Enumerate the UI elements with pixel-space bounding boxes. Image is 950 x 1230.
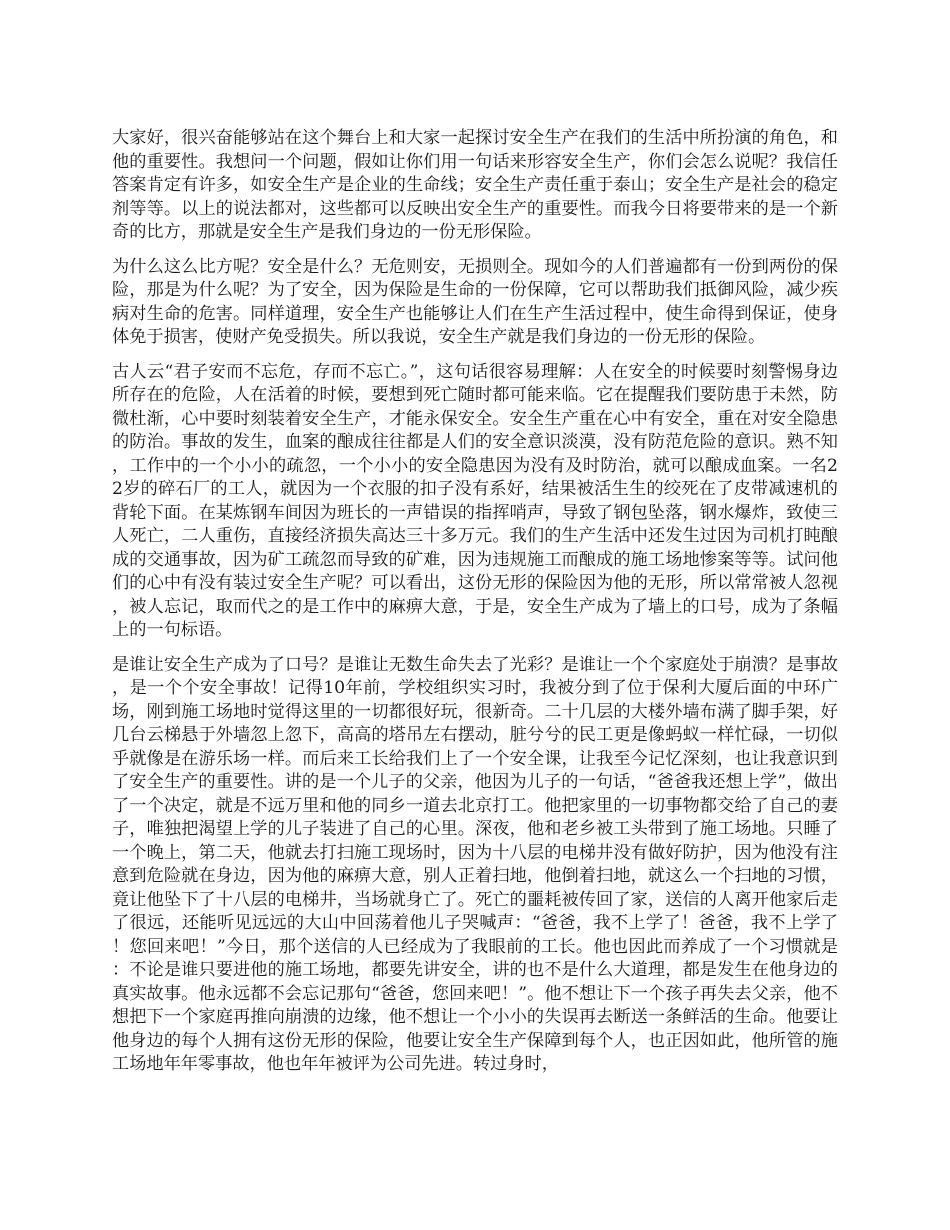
paragraph-story: 是谁让安全生产成为了口号？是谁让无数生命失去了光彩？是谁让一个个家庭处于崩溃？是事故，是一个个安全事故！记得10年前，学校组织实习时，我被分到了位于保利大厦后面的中环广场，刚到施工场地时觉得这里的一切都很好玩，很新奇。二十几层的大楼外墙布满了脚手架，好几台云梯悬于外墙忽上忽下，高高的塔吊左右摆动，脏兮兮的民工更是像蚂蚁一样忙碌，一切似乎就像是在游乐场一样。而后来工长给我们上了一个安全课，让我至今记忆深刻，也让我意识到了安全生产的重要性。讲的是一个儿子的父亲，他因为儿子的一句话，“爸爸我还想上学”，做出了一个决定，就是不远万里和他的同乡一道去北京打工。他把家里的一切事物都交给了自己的妻子，唯独把渴望上学的儿子装进了自己的心里。深夜，他和老乡被工头带到了施工场地。只睡了一个晚上，第二天，他就去打扫施工现场时，因为十八层的电梯井没有做好防护，因为他没有注意到危险就在身边，因为他的麻痹大意，别人正着扫地，他倒着扫地，就这么一个扫地的习惯，竟让他坠下了十八层的电梯井，当场就身亡了。死亡的噩耗被传回了家，送信的人离开他家后走了很远，还能听见远远的大山中回荡着他儿子哭喊声：“爸爸，我不上学了！爸爸，我不上学了！您回来吧！”今日，那个送信的人已经成为了我眼前的工长。他也因此而养成了一个习惯就是：不论是谁只要进他的施工场地，都要先讲安全，讲的也不是什么大道理，都是发生在他身边的真实故事。他永远都不会忘记那句“爸爸，您回来吧！”。他不想让下一个孩子再失去父亲，他不想把下一个家庭再推向崩溃的边缘，他不想让一个小小的失误再去断送一条鲜活的生命。他要让他身边的每个人拥有这份无形的保险，他要让安全生产保障到每个人，也正因如此，他所管的施工场地年年零事故，他也年年被评为公司先进。转过身时， bbox=[112, 654, 838, 1074]
paragraph-intro: 大家好，很兴奋能够站在这个舞台上和大家一起探讨安全生产在我们的生活中所扮演的角色，和他的重要性。我想问一个问题，假如让你们用一句话来形容安全生产，你们会怎么说呢？我信任答案肯定有许多，如安全生产是企业的生命线；安全生产责任重于泰山；安全生产是社会的稳定剂等等。以上的说法都对，这些都可以反映出安全生产的重要性。而我今日将要带来的是一个新奇的比方，那就是安全生产是我们身边的一份无形保险。 bbox=[112, 128, 838, 242]
document-body bbox=[112, 127, 838, 1088]
paragraph-metaphor: 为什么这么比方呢？安全是什么？无危则安，无损则全。现如今的人们普遍都有一份到两份的保险，那是为什么呢？为了安全，因为保险是生命的一份保障，它可以帮助我们抵御风险，减少疾病对生命的危害。同样道理，安全生产也能够让人们在生产生活过程中，使生命得到保证，使身体免于损害，使财产免受损失。所以我说，安全生产就是我们身边的一份无形的保险。 bbox=[112, 256, 838, 347]
paragraph-ancient-saying: 古人云“君子安而不忘危，存而不忘亡。”，这句话很容易理解：人在安全的时候要时刻警惕身边所存在的危险，人在活着的时候，要想到死亡随时都可能来临。它在提醒我们要防患于未然，防微杜渐，心中要时刻装着安全生产，才能永保安全。安全生产重在心中有安全，重在对安全隐患的防治。事故的发生，血案的酿成往往都是人们的安全意识淡漠，没有防范危险的意识。熟不知，工作中的一个小小的疏忽，一个小小的安全隐患因为没有及时防治，就可以酿成血案。一名22岁的碎石厂的工人，就因为一个衣服的扣子没有系好，结果被活生生的绞死在了皮带减速机的背轮下面。在某炼钢车间因为班长的一声错误的指挥哨声，导致了钢包坠落，钢水爆炸，致使三人死亡，二人重伤，直接经济损失高达三十多万元。我们的生产生活中还发生过因为司机打盹酿成的交通事故，因为矿工疏忽而导致的矿难，因为违规施工而酿成的施工场地惨案等等。试问他们的心中有没有装过安全生产呢？可以看出，这份无形的保险因为他的无形，所以常常被人忽视，被人忘记，取而代之的是工作中的麻痹大意，于是，安全生产成为了墙上的口号，成为了条幅上的一句标语。 bbox=[112, 361, 838, 640]
